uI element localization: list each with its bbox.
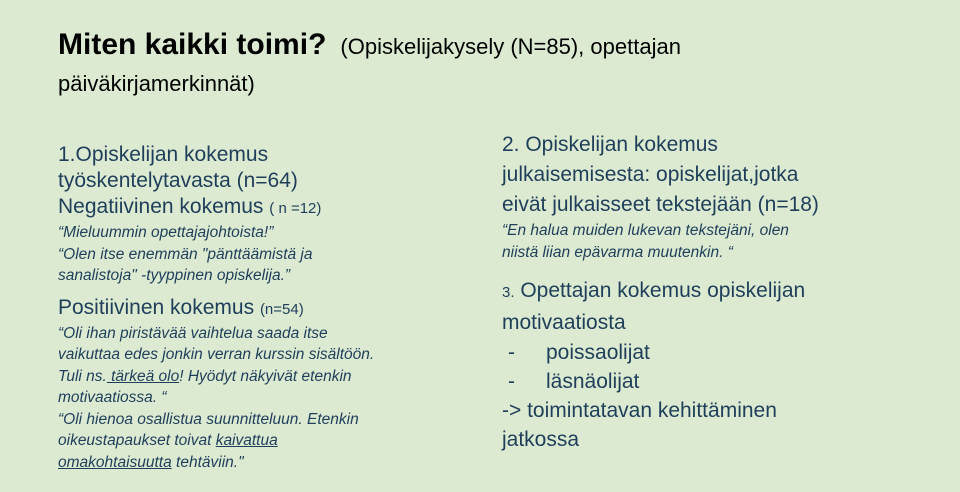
right-column bbox=[502, 130, 942, 454]
negative-count: ( n =12) bbox=[269, 200, 322, 217]
negative-heading bbox=[58, 194, 478, 222]
quote-text: Tuli ns. bbox=[58, 367, 107, 385]
title-subtitle: (Opiskelijakysely (N=85), opettajan bbox=[340, 34, 681, 59]
positive-heading bbox=[58, 295, 478, 323]
positive-quote-line-4: motivaatiossa. “ bbox=[58, 389, 167, 406]
quote-text: oikeustapaukset toivat bbox=[58, 432, 216, 449]
negative-quote-2: “Olen itse enemmän "pänttäämistä ja bbox=[58, 245, 313, 263]
list-item-text: läsnäolijat bbox=[546, 370, 640, 393]
section2-heading-line2: julkaisemisesta: opiskelijat,jotka bbox=[502, 163, 799, 186]
section2-heading-line3: eivät julkaisseet tekstejään (n=18) bbox=[502, 193, 819, 216]
title-main: Miten kaikki toimi? bbox=[58, 28, 327, 61]
section3-heading-text: Opettajan kokemus opiskelijan bbox=[514, 279, 806, 302]
conclusion-line1: -> toimintatavan kehittäminen bbox=[502, 399, 777, 422]
positive-label: Positiivinen kokemus bbox=[58, 295, 255, 319]
positive-quote-line-7 bbox=[58, 452, 478, 474]
positive-quote-line-6 bbox=[58, 430, 478, 452]
page-title bbox=[58, 28, 681, 62]
section2-quote-line2: niistä liian epävarma muutenkin. “ bbox=[502, 244, 733, 261]
list-dash: - bbox=[508, 341, 515, 364]
positive-quote-line-3 bbox=[58, 366, 478, 388]
section2-heading-line1: 2. Opiskelijan kokemus bbox=[502, 133, 718, 156]
title-subtitle-continued: päiväkirjamerkinnät) bbox=[58, 71, 255, 96]
conclusion-line2: jatkossa bbox=[502, 428, 580, 451]
section1-heading-line2: työskentelytavasta (n=64) bbox=[58, 169, 298, 192]
section2-quote-line1: “En halua muiden lukevan tekstejäni, olen bbox=[502, 222, 789, 239]
section3-heading-line2: motivaatiosta bbox=[502, 311, 626, 334]
list-item bbox=[502, 367, 942, 396]
quote-underlined-text: tärkeä olo bbox=[106, 367, 180, 385]
list-item bbox=[502, 338, 942, 367]
quote-text: ! Hyödyt näkyivät etenkin bbox=[179, 367, 352, 385]
negative-label: Negatiivinen kokemus bbox=[58, 195, 264, 218]
quote-underlined-text: kaivattua bbox=[215, 432, 278, 449]
section1-heading-line1: 1.Opiskelijan kokemus bbox=[58, 143, 269, 166]
section3-number: 3. bbox=[502, 284, 515, 301]
list-item-text: poissaolijat bbox=[546, 341, 650, 364]
list-dash: - bbox=[508, 370, 515, 393]
left-column bbox=[58, 142, 478, 473]
section3-heading-line1 bbox=[502, 276, 942, 308]
negative-quote-1: “Mieluummin opettajajohtoista!” bbox=[58, 224, 274, 241]
quote-underlined-text: omakohtaisuutta bbox=[58, 453, 172, 471]
positive-quote-line-1: “Oli ihan piristävää vaihtelua saada itse bbox=[58, 324, 328, 342]
positive-quote-line-2: vaikuttaa edes jonkin verran kurssin sisältöön. bbox=[58, 346, 375, 363]
positive-count: (n=54) bbox=[259, 300, 304, 318]
negative-quote-3: sanalistoja" -tyyppinen opiskelija.” bbox=[58, 267, 291, 284]
quote-text: tehtäviin." bbox=[171, 453, 244, 471]
positive-quote-line-5: “Oli hienoa osallistua suunnitteluun. Etenkin bbox=[58, 410, 359, 428]
